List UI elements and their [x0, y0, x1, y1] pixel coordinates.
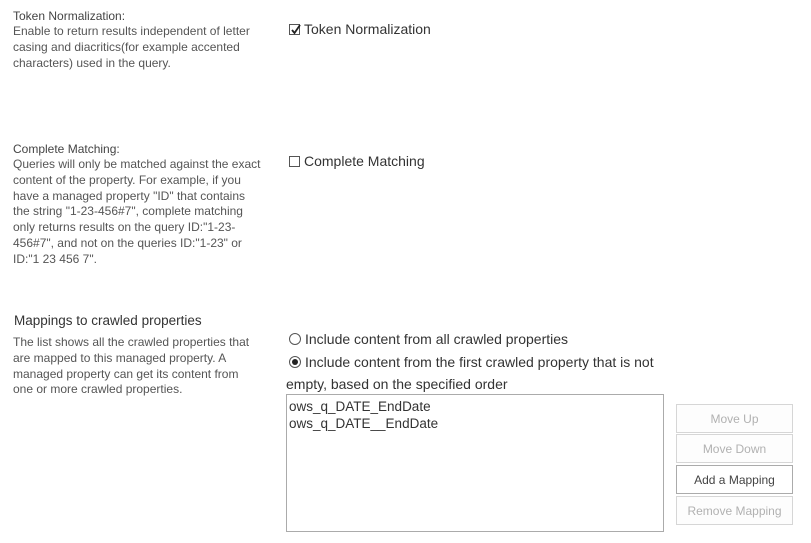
radio-all-crawled-properties[interactable]: [289, 331, 568, 347]
radio-first-label-continued: empty, based on the specified order: [286, 376, 508, 392]
radio-button[interactable]: [289, 333, 301, 345]
complete-matching-checkbox[interactable]: [289, 156, 300, 167]
description-line: the string "1-23-456#7", complete matching: [13, 204, 243, 219]
mappings-description: [13, 335, 249, 398]
crawled-properties-listbox[interactable]: [286, 394, 664, 532]
description-line: Enable to return results independent of letter: [13, 24, 250, 38]
token-normalization-label[interactable]: Token Normalization: [304, 21, 431, 37]
token-normalization-control[interactable]: [289, 21, 431, 37]
token-normalization-description: [13, 24, 250, 71]
complete-matching-control[interactable]: [289, 153, 425, 169]
description-line: characters) used in the query.: [13, 55, 171, 70]
radio-first-crawled-property[interactable]: [289, 354, 654, 370]
description-line: managed property can get its content from: [13, 366, 239, 381]
move-up-button[interactable]: Move Up: [676, 404, 793, 433]
mappings-title: Mappings to crawled properties: [14, 313, 202, 328]
description-line: The list shows all the crawled properties that: [13, 335, 250, 349]
move-down-button[interactable]: Move Down: [676, 434, 793, 463]
radio-button[interactable]: [289, 356, 301, 368]
description-line: Queries will only be matched against the exact: [13, 157, 261, 171]
description-line: content of the property. For example, if you: [13, 172, 241, 187]
description-line: only returns results on the query ID:"1-23-: [13, 220, 236, 235]
list-item[interactable]: ows_q_DATE__EndDate: [289, 416, 439, 431]
complete-matching-title: Complete Matching:: [13, 142, 120, 156]
description-line: are mapped to this managed property. A: [13, 350, 227, 365]
radio-all-label[interactable]: Include content from all crawled properties: [305, 331, 569, 347]
description-line: one or more crawled properties.: [13, 382, 183, 397]
checkmark-icon: [290, 23, 302, 36]
complete-matching-label[interactable]: Complete Matching: [304, 153, 425, 169]
list-item[interactable]: ows_q_DATE_EndDate: [289, 399, 431, 414]
add-mapping-button[interactable]: Add a Mapping: [676, 465, 793, 494]
token-normalization-checkbox[interactable]: [289, 24, 300, 35]
remove-mapping-button[interactable]: Remove Mapping: [676, 496, 793, 525]
description-line: 456#7", and not on the queries ID:"1-23" or: [13, 235, 242, 250]
description-line: casing and diacritics(for example accented: [13, 39, 240, 54]
token-normalization-title: Token Normalization:: [13, 9, 126, 23]
radio-first-label[interactable]: Include content from the first crawled property that is not: [305, 354, 654, 370]
description-line: have a managed property "ID" that contains: [13, 188, 245, 203]
complete-matching-description: [13, 157, 260, 268]
description-line: ID:"1 23 456 7".: [13, 251, 97, 266]
